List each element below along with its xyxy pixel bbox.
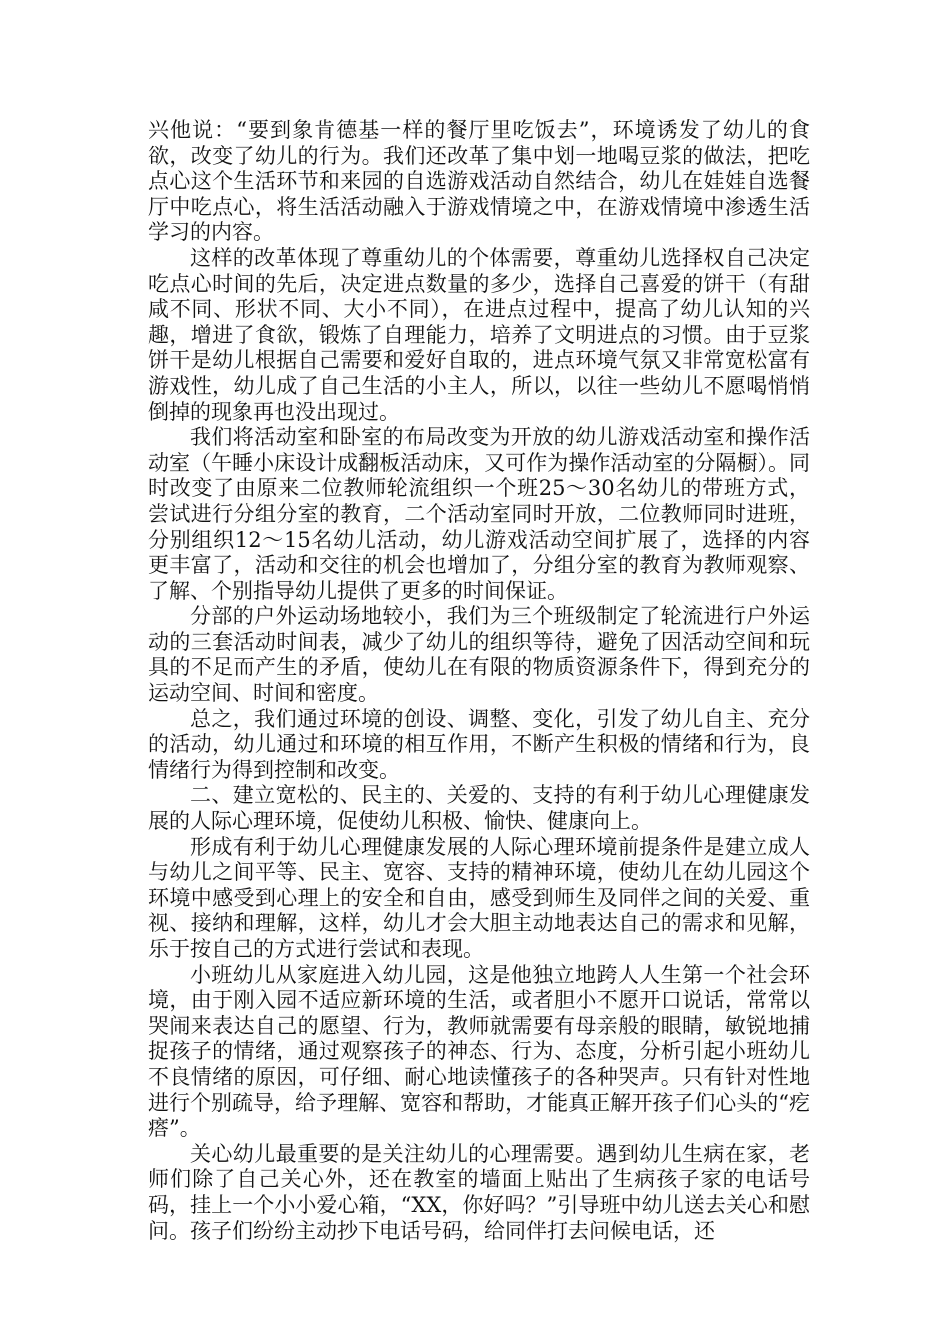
paragraph-continued: 兴他说：“要到象肯德基一样的餐厅里吃饭去”，环境诱发了幼儿的食欲，改变了幼儿的行为。我们还改革了集中划一地喝豆浆的做法，把吃点心这个生活环节和来园的自选游戏活动自然结合，幼儿在娃娃自选餐厅中吃点心，将生活活动融入于游戏情境之中，在游戏情境中渗透生活学习的内容。 (148, 118, 810, 245)
section-heading-two: 二、建立宽松的、民主的、关爱的、支持的有利于幼儿心理健康发展的人际心理环境，促使幼儿积极、愉快、健康向上。 (148, 783, 810, 834)
document-body (148, 118, 810, 1244)
paragraph-summary: 总之，我们通过环境的创设、调整、变化，引发了幼儿自主、充分的活动，幼儿通过和环境的相互作用，不断产生积极的情绪和行为，良情绪行为得到控制和改变。 (148, 706, 810, 782)
paragraph-outdoor: 分部的户外运动场地较小，我们为三个班级制定了轮流进行户外运动的三套活动时间表，减少了幼儿的组织等待，避免了因活动空间和玩具的不足而产生的矛盾，使幼儿在有限的物质资源条件下，得到充分的运动空间、时间和密度。 (148, 604, 810, 706)
paragraph-activity-rooms: 我们将活动室和卧室的布局改变为开放的幼儿游戏活动室和操作活动室（午睡小床设计成翻板活动床，又可作为操作活动室的分隔橱）。同时改变了由原来二位教师轮流组织一个班25～30名幼儿的带班方式，尝试进行分组分室的教育，二个活动室同时开放，二位教师同时进班，分别组织12～15名幼儿活动，幼儿游戏活动空间扩展了，选择的内容更丰富了，活动和交往的机会也增加了，分组分室的教育为教师观察、了解、个别指导幼儿提供了更多的时间保证。 (148, 425, 810, 603)
paragraph-care: 关心幼儿最重要的是关注幼儿的心理需要。遇到幼儿生病在家，老师们除了自己关心外，还在教室的墙面上贴出了生病孩子家的电话号码，挂上一个小小爱心箱，“XX，你好吗？”引导班中幼儿送去关心和慰问。孩子们纷纷主动抄下电话号码，给同伴打去问候电话，还 (148, 1141, 810, 1243)
paragraph-environment: 形成有利于幼儿心理健康发展的人际心理环境前提条件是建立成人与幼儿之间平等、民主、宽容、支持的精神环境，使幼儿在幼儿园这个环境中感受到心理上的安全和自由，感受到师生及同伴之间的关爱、重视、接纳和理解，这样，幼儿才会大胆主动地表达自己的需求和见解，乐于按自己的方式进行尝试和表现。 (148, 834, 810, 961)
paragraph-small-class: 小班幼儿从家庭进入幼儿园，这是他独立地跨人人生第一个社会环境，由于刚入园不适应新环境的生活，或者胆小不愿开口说话，常常以哭闹来表达自己的愿望、行为，教师就需要有母亲般的眼睛，敏锐地捕捉孩子的情绪，通过观察孩子的神态、行为、态度，分析引起小班幼儿不良情绪的原因，可仔细、耐心地读懂孩子的各种哭声。只有针对性地进行个别疏导，给予理解、宽容和帮助，才能真正解开孩子们心头的“疙瘩”。 (148, 962, 810, 1141)
paragraph-reform: 这样的改革体现了尊重幼儿的个体需要，尊重幼儿选择权自己决定吃点心时间的先后，决定进点数量的多少，选择自己喜爱的饼干（有甜咸不同、形状不同、大小不同），在进点过程中，提高了幼儿认知的兴趣，增进了食欲，锻炼了自理能力，培养了文明进点的习惯。由于豆浆饼干是幼儿根据自己需要和爱好自取的，进点环境气氛又非常宽松富有游戏性，幼儿成了自己生活的小主人，所以，以往一些幼儿不愿喝悄悄倒掉的现象再也没出现过。 (148, 245, 810, 424)
